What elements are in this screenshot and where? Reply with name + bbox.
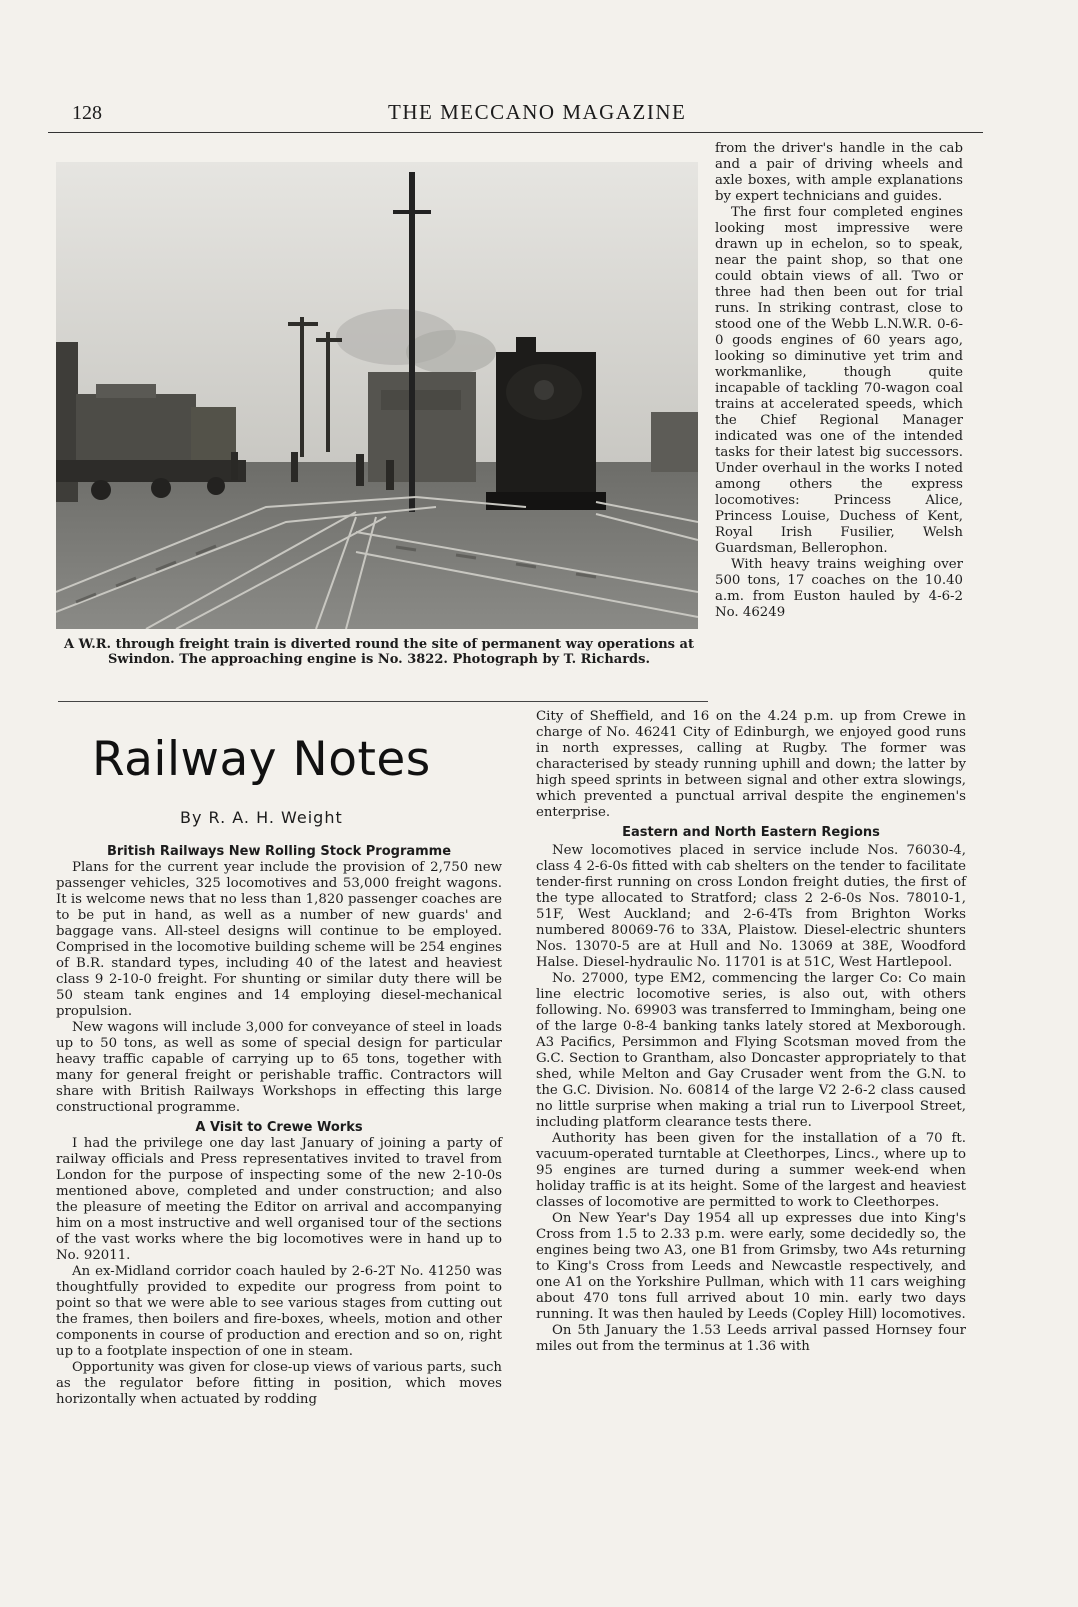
paragraph: City of Sheffield, and 16 on the 4.24 p.m. up from Crewe in charge of No. 46241 City of Edinburgh, we enjoyed good runs in north expresses, calling at Rugby. The former was characterised by steady running uphill and down; the latter by high speed sprints in between signal and other extra slowings, which prevented a punctual arrival despite the enginemen's enterprise. <box>536 709 966 820</box>
railway-scene-image <box>56 162 698 629</box>
paragraph: The first four completed engines looking most impressive were drawn up in echelon, so to speak, near the paint shop, so that one could obtain views of all. Two or three had then been out for trial runs. In striking contrast, close to stood one of the Webb L.N.W.R. 0-6-0 goods engines of 60 years ago, looking so diminutive yet trim and workmanlike, though quite incapable of tackling 70-wagon coal trains at accelerated speeds, which the Chief Regional Manager indicated was one of the intended tasks for their latest big successors. Under overhaul in the works I noted among others the express locomotives: Princess Alice, Princess Louise, Duchess of Kent, Royal Irish Fusilier, Welsh Guardsman, Bellerophon. <box>715 205 963 556</box>
paragraph: On New Year's Day 1954 all up expresses due into King's Cross from 1.5 to 2.33 p.m. were early, some decidedly so, the engines being two A3, one B1 from Grimsby, two A4s returning to King's Cross from Leeds and Newcastle respectively, and one A1 on the Yorkshire Pullman, which with 11 cars weighing about 470 tons full arrived about 10 min. early two days running. It was then hauled by Leeds (Copley Hill) locomotives. <box>536 1211 966 1322</box>
article-byline: By R. A. H. Weight <box>180 808 343 827</box>
paragraph: Authority has been given for the installation of a 70 ft. vacuum-operated turntable at Cleethorpes, Lincs., where up to 95 engines are turned during a summer week-end when holiday traffic is at its height. Some of the largest and heaviest classes of locomotive are permitted to work to Cleethorpes. <box>536 1131 966 1210</box>
page-number: 128 <box>72 102 102 124</box>
left-column <box>56 844 502 1408</box>
paragraph: Plans for the current year include the provision of 2,750 new passenger vehicles, 325 locomotives and 53,000 freight wagons. It is welcome news that no less than 1,820 passenger coaches are to be put in hand, as well as a number of new guards' and baggage vans. All-steel designs will continue to be employed. Comprised in the locomotive building scheme will be 254 engines of B.R. standard types, including 40 of the latest and heaviest class 9 2-10-0 freight. For shunting or similar duty there will be 50 steam tank engines and 14 employing diesel-mechanical propulsion. <box>56 860 502 1019</box>
paragraph: New wagons will include 3,000 for conveyance of steel in loads up to 50 tons, as well as some of special design for particular heavy traffic capable of carrying up to 65 tons, together with many for general freight or perishable traffic. Contractors will share with British Railways Workshops in effecting this large constructional programme. <box>56 1020 502 1115</box>
paragraph: New locomotives placed in service include Nos. 76030-4, class 4 2-6-0s fitted with cab shelters on the tender to facilitate tender-first running on cross London freight duties, the first of the type allocated to Stratford; class 2 2-6-0s Nos. 78010-1, 51F, West Auckland; and 2-6-4Ts from Brighton Works numbered 80069-76 to 33A, Plaistow. Diesel-electric shunters Nos. 13070-5 are at Hull and No. 13069 at 38E, Woodford Halse. Diesel-hydraulic No. 11701 is at 51C, West Hartlepool. <box>536 843 966 970</box>
right-column-top <box>715 141 963 621</box>
section-heading-rolling-stock: British Railways New Rolling Stock Programme <box>106 844 452 859</box>
photo-caption: A W.R. through freight train is diverted round the site of permanent way operations at Swindon. The approaching engine is No. 3822. Photograph by T. Richards. <box>64 637 694 667</box>
railway-photograph <box>56 162 698 629</box>
section-heading-crewe-works: A Visit to Crewe Works <box>195 1120 363 1135</box>
right-column-wide <box>536 709 966 1355</box>
caption-divider <box>58 701 708 702</box>
section-heading-eastern-regions: Eastern and North Eastern Regions <box>622 825 880 840</box>
paragraph: No. 27000, type EM2, commencing the larger Co: Co main line electric locomotive series, is also out, with others following. No. 69903 was transferred to Immingham, being one of the large 0-8-4 banking tanks lately stored at Mexborough. A3 Pacifics, Persimmon and Flying Scotsman moved from the G.C. Section to Grantham, also Doncaster appropriately to that shed, while Melton and Gay Crusader went from the G.N. to the G.C. Division. No. 60814 of the large V2 2-6-2 class caused no little surprise when making a trial run to Liverpool Street, including platform clearance tests there. <box>536 971 966 1130</box>
magazine-title: THE MECCANO MAGAZINE <box>388 100 687 124</box>
article-title: Railway Notes <box>92 732 431 787</box>
paragraph: On 5th January the 1.53 Leeds arrival passed Hornsey four miles out from the terminus at 1.36 with <box>536 1323 966 1354</box>
paragraph: An ex-Midland corridor coach hauled by 2-6-2T No. 41250 was thoughtfully provided to expedite our progress from point to point so that we were able to see various stages from cutting out the frames, then boilers and fire-boxes, wheels, motion and other components in course of production and erection and so on, right up to a footplate inspection of one in steam. <box>56 1264 502 1359</box>
paragraph: With heavy trains weighing over 500 tons, 17 coaches on the 10.40 a.m. from Euston hauled by 4-6-2 No. 46249 <box>715 557 963 620</box>
running-head <box>48 98 983 133</box>
paragraph: Opportunity was given for close-up views of various parts, such as the regulator before fitting in position, which moves horizontally when actuated by rodding <box>56 1360 502 1407</box>
paragraph: I had the privilege one day last January of joining a party of railway officials and Press representatives invited to travel from London for the purpose of inspecting some of the new 2-10-0s mentioned above, completed and under construction; and also the pleasure of meeting the Editor on arrival and accompanying him on a most instructive and well organised tour of the sections of the vast works where the big locomotives were in hand up to No. 92011. <box>56 1136 502 1263</box>
paragraph: from the driver's handle in the cab and a pair of driving wheels and axle boxes, with ample explanations by expert technicians and guides. <box>715 141 963 204</box>
